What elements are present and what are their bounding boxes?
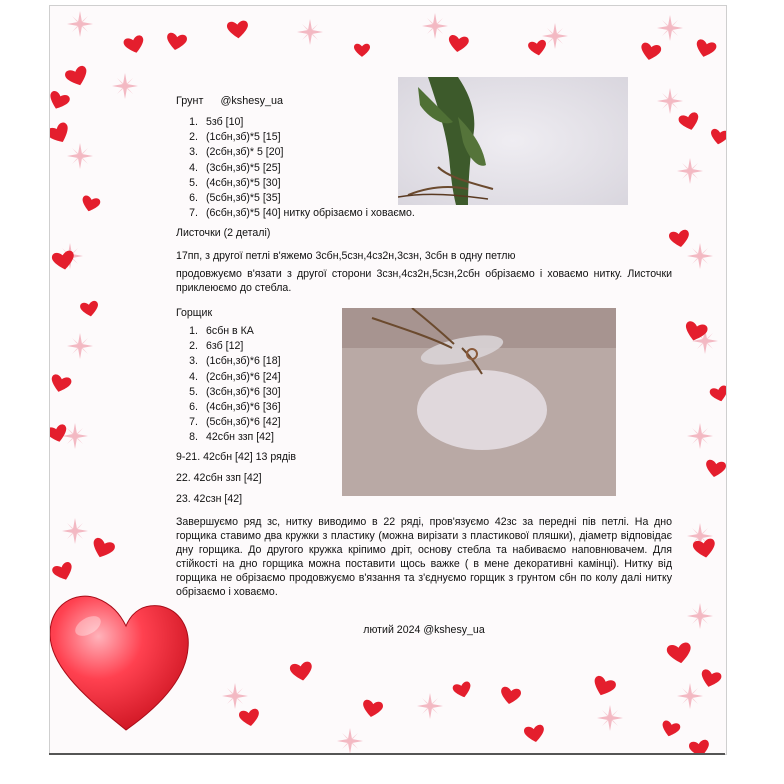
pot-row: [176, 339, 281, 354]
row-text: 6зб [12]: [206, 340, 244, 353]
pot-row: [176, 324, 281, 339]
pot-row: [176, 370, 281, 385]
row-number: 2.: [189, 340, 198, 353]
ground-row: [176, 115, 415, 130]
row-text: (3сбн,зб)*6 [30]: [206, 385, 281, 398]
row-text: (1сбн,зб)*6 [18]: [206, 355, 281, 368]
row-number: 6.: [189, 400, 198, 413]
pattern-content: [50, 6, 726, 754]
row-text: 6сбн в КА: [206, 325, 254, 337]
row-text: (1сбн,зб)*5 [15]: [206, 131, 281, 144]
signature: лютий 2024 @kshesy_ua: [363, 624, 485, 636]
ground-rows-list: [176, 115, 415, 221]
pot-row-9-21: 9-21. 42сбн [42] 13 рядів: [176, 451, 297, 463]
row-number: 8.: [189, 431, 198, 444]
bottom-divider: [49, 753, 725, 755]
row-text: (4сбн,зб)*6 [36]: [206, 400, 281, 413]
final-instructions: Завершуємо ряд зс, нитку виводимо в 22 ряді, пров'язуємо 42зс за передні пів петлі. На дно горщика ставимо два кружки з пластику (можна вирізати з пластикової пляшки), діаметр відповідає дну горщика. До другого кружка кріпимо дріт, основу стебла та набиваємо наповнювачем. Для стійкості на дно горщика можна поставити щось важке ( в мене декоративні камінці). Нитку від горщика не обрізаємо продовжуємо в'язання та з'єднуємо горщик з грунтом сбн по колу далі нитку обрізаємо і ховаємо.: [176, 516, 672, 598]
pot-row-22: 22. 42сбн ззп [42]: [176, 472, 262, 484]
row-text: (4сбн,зб)*5 [30]: [206, 176, 281, 189]
pot-row: [176, 400, 281, 415]
row-text: (2сбн,зб)* 5 [20]: [206, 146, 284, 159]
ground-row: [176, 176, 415, 191]
row-text: 42сбн ззп [42]: [206, 431, 274, 444]
pot-row: [176, 354, 281, 369]
ground-row: [176, 191, 415, 206]
row-text: (6сбн,зб)*5 [40] нитку обрізаємо і ховаємо.: [206, 207, 415, 220]
row-number: 3.: [189, 355, 198, 368]
pot-row: [176, 430, 281, 445]
row-number: 1.: [189, 116, 198, 128]
author-handle: @kshesy_ua: [220, 95, 284, 107]
row-number: 5.: [189, 385, 198, 398]
ground-row: [176, 161, 415, 176]
ground-heading: [176, 94, 283, 108]
row-number: 4.: [189, 161, 198, 174]
photo-plastic-circles: [342, 308, 616, 496]
row-text: (2сбн,зб)*6 [24]: [206, 370, 281, 383]
row-number: 7.: [189, 207, 198, 220]
row-text: (5сбн,зб)*5 [35]: [206, 191, 281, 204]
document-page: [49, 5, 727, 755]
row-number: 3.: [189, 146, 198, 159]
row-number: 1.: [189, 325, 198, 337]
ground-row: [176, 206, 415, 221]
ground-title: Грунт: [176, 95, 204, 107]
row-text: (5сбн,зб)*6 [42]: [206, 416, 281, 429]
ground-row: [176, 130, 415, 145]
leaves-line-2: продовжуємо в'язати з другої сторони 3сзн,4сз2н,5сзн,2сбн обрізаємо і ховаємо нитку. Листочки приклеюємо до стебла.: [176, 268, 672, 294]
pot-row: [176, 385, 281, 400]
leaves-title: Листочки (2 деталі): [176, 227, 271, 239]
pot-row-23: 23. 42сзн [42]: [176, 493, 243, 505]
row-number: 4.: [189, 370, 198, 383]
row-number: 5.: [189, 176, 198, 189]
photo-plant-stem: [398, 77, 628, 205]
row-number: 6.: [189, 191, 198, 204]
leaves-line-1: 17пп, з другої петлі в'яжемо 3сбн,5сзн,4сз2н,3сзн, 3сбн в одну петлю: [176, 250, 516, 262]
pot-title: Горщик: [176, 307, 213, 319]
pot-rows-list: [176, 324, 281, 446]
row-number: 2.: [189, 131, 198, 144]
row-text: 5зб [10]: [206, 116, 244, 128]
row-number: 7.: [189, 416, 198, 429]
row-text: (3сбн,зб)*5 [25]: [206, 161, 281, 174]
ground-row: [176, 145, 415, 160]
pot-row: [176, 415, 281, 430]
